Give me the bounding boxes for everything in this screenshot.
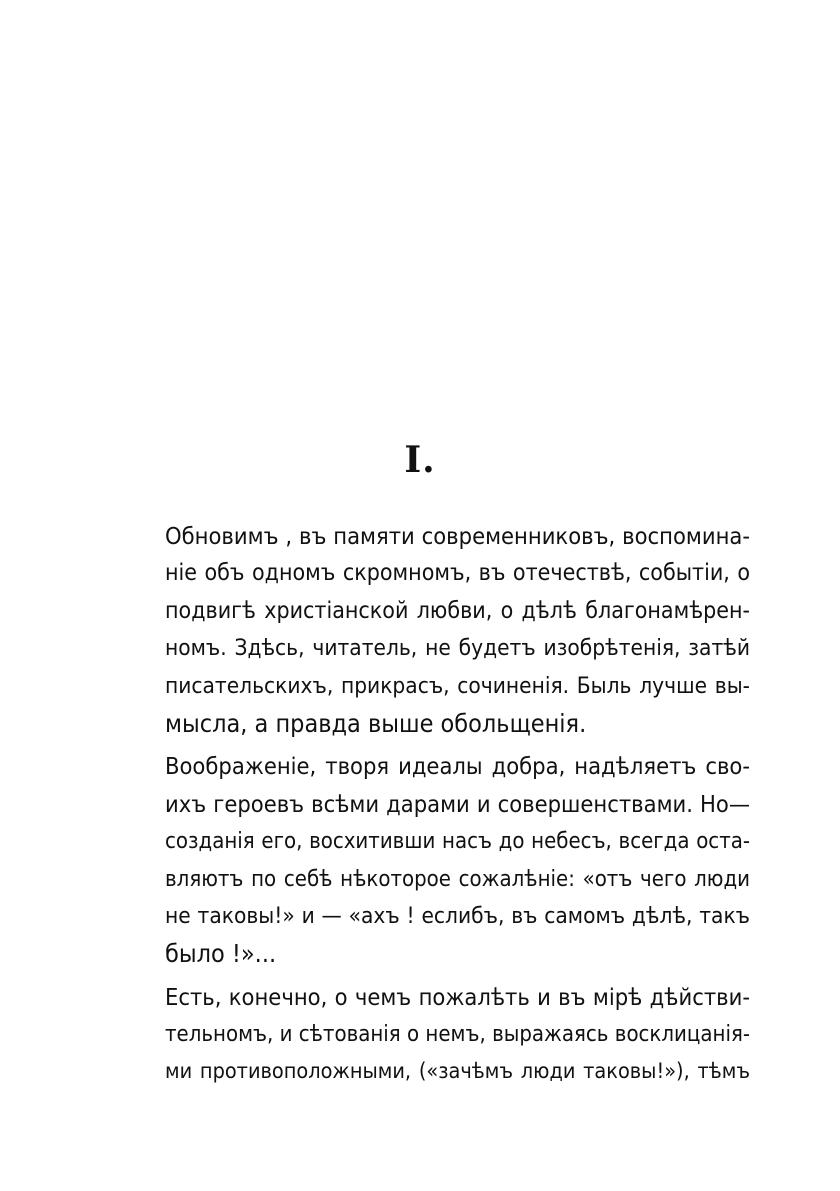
text-line: Есть, конечно, о чемъ пожалѣть и въ мiрѣ дѣйстви- (165, 982, 750, 1011)
paragraph-2 (165, 748, 750, 972)
text-line: вляютъ по себѣ нѣкоторое сожалѣнiе: «отъ чего люди (165, 866, 750, 892)
text-line: ихъ героевъ всѣми дарами и совершенствами. Но— (165, 789, 750, 818)
text-line: мысла, а правда выше обольщенiя. (165, 708, 587, 738)
text-line: ми противоположными, («зачѣмъ люди таковы!»), тѣмъ (165, 1059, 750, 1085)
body-text (165, 518, 750, 1091)
text-line: не таковы!» и — «ахъ ! еслибъ, въ самомъ дѣлѣ, такъ (165, 902, 750, 929)
text-line: тельномъ, и сѣтованiя о немъ, выражаясь восклицанiя- (165, 1022, 750, 1048)
paragraph-3 (165, 979, 750, 1091)
paragraph-1 (165, 518, 750, 742)
text-line: Обновимъ , въ памяти современниковъ, воспомина- (165, 522, 750, 550)
text-line: Воображенiе, творя идеалы добра, надѣляетъ сво- (165, 752, 750, 781)
text-line: созданiя его, восхитивши насъ до небесъ, всегда оста- (165, 829, 750, 855)
chapter-number: I. (404, 439, 436, 481)
text-line: было !»... (165, 939, 277, 969)
text-line: нiе объ одномъ скромномъ, въ отечествѣ, событiи, о (165, 560, 750, 587)
text-line: подвигѣ христiанской любви, о дѣлѣ благонамѣрен- (165, 597, 750, 624)
text-line: писательскихъ, прикрасъ, сочиненiя. Быль лучше вы- (165, 672, 750, 699)
text-line: номъ. Здѣсь, читатель, не будетъ изобрѣтенiя, затѣй (165, 635, 750, 662)
